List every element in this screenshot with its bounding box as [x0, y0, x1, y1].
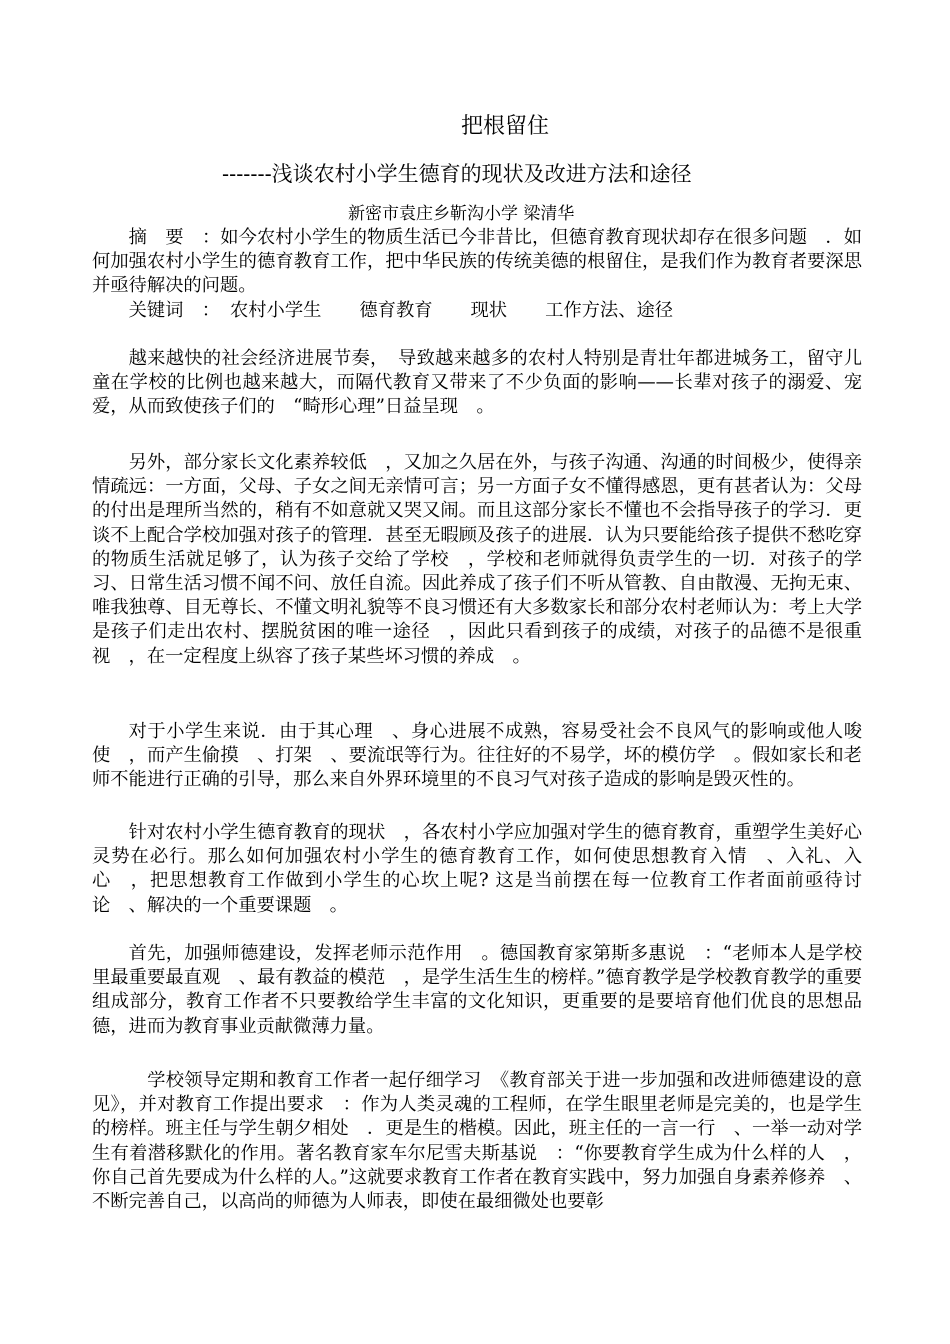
paragraph-text: 对于小学生来说．由于其心理 、身心进展不成熟，容易受社会不良风气的影响或他人唆使 ，而产生偷摸 、打架 、要流氓等行为。往往好的不易学，坏的模仿学 。假如家长和老师不能进行正确的引导，那么来自外界环境里的不良习气对孩子造成的影响是毁灭性的。 — [92, 721, 862, 791]
document-subtitle: -------浅谈农村小学生德育的现状及改进方法和途径 — [222, 162, 692, 186]
paragraph-text: 针对农村小学生德育教育的现状 ，各农村小学应加强对学生的德育教育，重塑学生美好心灵势在必行。那么如何加强农村小学生的德育教育工作，如何使思想教育入情 、入礼、入心 ，把思想教育工作做到小学生的心坎上呢? 这是当前摆在每一位教育工作者面前亟待讨论 、解决的一个重要课题 。 — [92, 822, 862, 916]
keywords-label: 关键词 ： — [128, 300, 220, 321]
body-paragraph — [92, 942, 862, 1039]
paragraph-text: 越来越快的社会经济进展节奏， 导致越来越多的农村人特别是青壮年都进城务工，留守儿童在学校的比例也越来越大，而隔代教育又带来了不少负面的影响——长辈对孩子的溺爱、宠爱，从而致使孩子们的 “畸形心理”日益呈现 。 — [92, 348, 862, 418]
abstract-block — [92, 226, 862, 299]
body-paragraph — [92, 821, 862, 918]
keyword: 德育教育 — [359, 300, 433, 321]
body-paragraph — [92, 1069, 862, 1214]
body-paragraph — [92, 347, 862, 420]
keyword: 农村小学生 — [230, 300, 322, 321]
paragraph-text: 学校领导定期和教育工作者一起仔细学习 《教育部关于进一步加强和改进师德建设的意见》，并对教育工作提出要求 ：作为人类灵魂的工程师，在学生眼里老师是完美的，也是学生的榜样。班主任与学生朝夕相处 ．更是生的楷模。因此，班主任的一言一行 、一举一动对学生有着潜移默化的作用。著名教育家车尔尼雪夫斯基说 ：“你要教育学生成为什么样的人 ，你自己首先要成为什么样的人。”这就要求教育工作者在教育实践中，努力加强自身素养修养 、不断完善自己，以高尚的师德为人师表，即使在最细微处也要彰 — [92, 1070, 862, 1213]
author-line: 新密市袁庄乡靳沟小学 梁清华 — [348, 204, 575, 224]
body-paragraph — [92, 720, 862, 793]
body-paragraph — [92, 451, 862, 669]
keywords-line — [92, 299, 862, 323]
document-title: 把根留住 — [460, 114, 549, 139]
keyword: 工作方法、途径 — [545, 300, 674, 321]
paragraph-text: 另外，部分家长文化素养较低 ，又加之久居在外，与孩子沟通、沟通的时间极少，使得亲情疏远：一方面，父母、子女之间无亲情可言；另一方面子女不懂得感恩，更有甚者认为：父母的付出是理所当然的，稍有不如意就又哭又闹。而且这部分家长不懂也不会指导孩子的学习．更谈不上配合学校加强对孩子的管理．甚至无暇顾及孩子的进展．认为只要能给孩子提供不愁吃穿的物质生活就足够了，认为孩子交给了学校 ，学校和老师就得负责学生的一切．对孩子的学习、日常生活习惯不闻不问、放任自流。因此养成了孩子们不听从管教、自由散漫、无拘无束、唯我独尊、目无尊长、不懂文明礼貌等不良习惯还有大多数家长和部分农村老师认为：考上大学是孩子们走出农村、摆脱贫困的唯一途径 ，因此只看到孩子的成绩，对孩子的品德不是很重视 ，在一定程度上纵容了孩子某些坏习惯的养成 。 — [92, 452, 862, 667]
keyword: 现状 — [470, 300, 508, 321]
abstract-text: 摘 要 ：如今农村小学生的物质生活已今非昔比，但德育教育现状却存在很多问题 ．如何加强农村小学生的德育教育工作，把中华民族的传统美德的根留住，是我们作为教育者要深思并亟待解决的问题。 — [92, 227, 862, 297]
paragraph-text: 首先，加强师德建设，发挥老师示范作用 。德国教育家第斯多惠说 ：“老师本人是学校里最重要最直观 、最有教益的模范 ，是学生活生生的榜样。”德育教学是学校教育教学的重要组成部分，教育工作者不只要教给学生丰富的文化知识，更重要的是要培育他们优良的思想品德，进而为教育事业贡献微薄力量。 — [92, 943, 862, 1037]
